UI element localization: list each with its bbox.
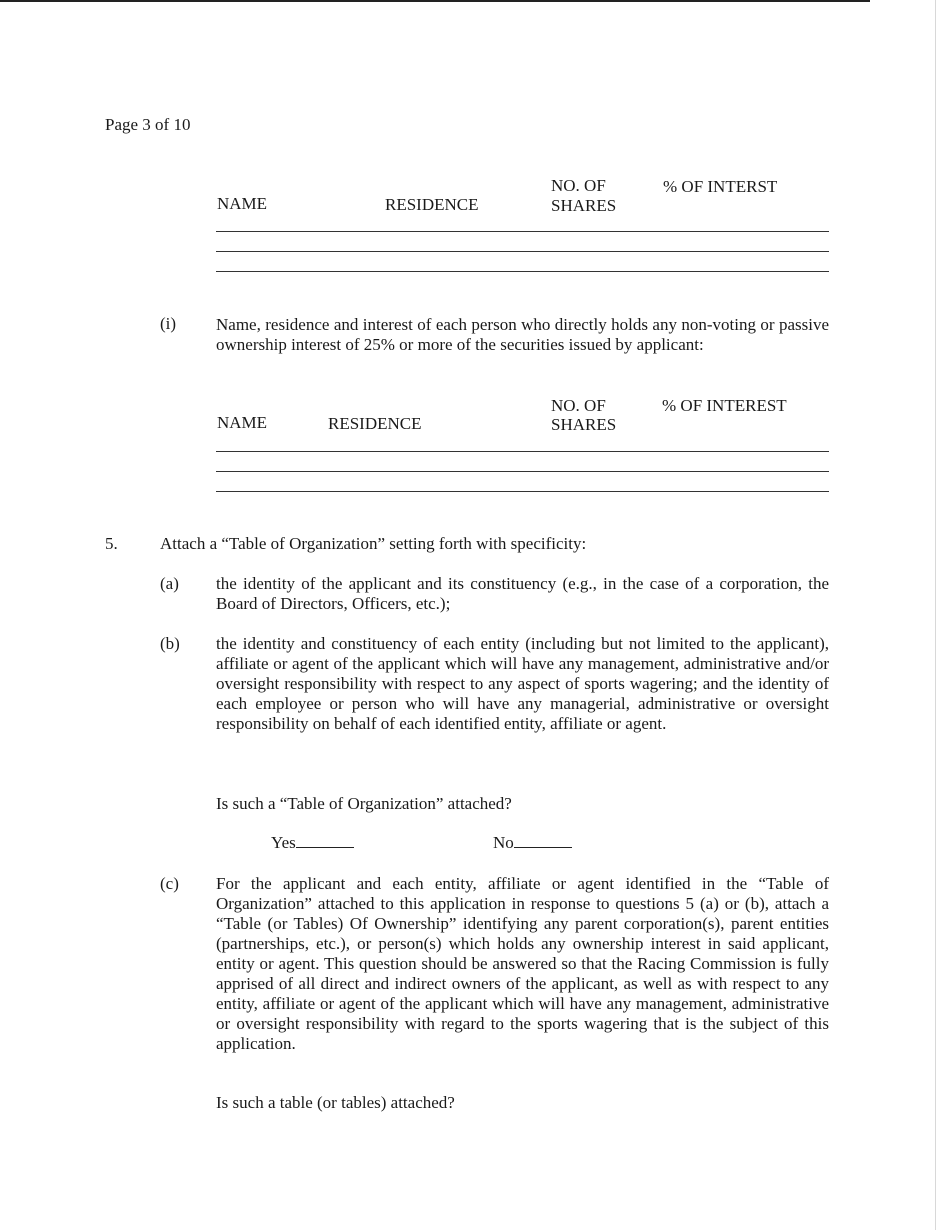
scan-top-edge: [0, 0, 870, 2]
question-b: Is such a “Table of Organization” attached?: [216, 794, 512, 813]
table-1-blank-row[interactable]: [216, 231, 829, 232]
item-a-text: the identity of the applicant and its constituency (e.g., in the case of a corporation, the Board of Directors, Officers, etc.);: [216, 574, 829, 613]
yes-blank[interactable]: [296, 833, 354, 848]
section-5-number: 5.: [105, 534, 118, 553]
yes-label: Yes: [271, 833, 296, 852]
no-answer: [493, 833, 572, 853]
item-b-text: the identity and constituency of each entity (including but not limited to the applicant), affiliate or agent of the applicant which will have any management, administrative and/or oversight responsibility with respect to any aspect of sports wagering; and the identity of each employee or person who will have any managerial, administrative or oversight responsibility on behalf of each identified entity, affiliate or agent.: [216, 634, 829, 733]
item-b-label: (b): [160, 634, 180, 653]
item-i-label: (i): [160, 314, 177, 333]
item-i-text: Name, residence and interest of each person who directly holds any non-voting or passive ownership interest of 25% or more of the securities issued by applicant:: [216, 315, 829, 354]
page-label: Page 3 of 10: [105, 115, 191, 134]
item-a-label: (a): [160, 574, 179, 593]
col-interest-header: % OF INTERST: [663, 177, 778, 196]
col-name-header: NAME: [217, 413, 268, 432]
col-name-header: NAME: [217, 194, 268, 213]
table-2-blank-row[interactable]: [216, 451, 829, 452]
item-c-text: For the applicant and each entity, affiliate or agent identified in the “Table of Organization” attached to this application in response to questions 5 (a) or (b), attach a “Table (or Tables) Of Ownership” identifying any parent corporation(s), parent entities (partnerships, etc.), or person(s) which holds any ownership interest in said applicant, entity or agent. This question should be answered so that the Racing Commission is fully apprised of all direct and indirect owners of the applicant, as well as with respect to any entity, affiliate or agent of the applicant which will have any management, administrative or oversight responsibility with regard to the sports wagering that is the subject of this application.: [216, 874, 829, 1053]
question-c: Is such a table (or tables) attached?: [216, 1093, 455, 1112]
item-c-label: (c): [160, 874, 179, 893]
yes-answer: [271, 833, 354, 853]
col-residence-header: RESIDENCE: [328, 414, 422, 433]
no-blank[interactable]: [514, 833, 572, 848]
scan-right-edge: [935, 0, 936, 1230]
col-shares-header-line2: SHARES: [551, 415, 617, 434]
col-shares-header-line2: SHARES: [551, 196, 617, 215]
table-1-blank-row[interactable]: [216, 271, 829, 272]
col-interest-header: % OF INTEREST: [662, 396, 787, 415]
col-residence-header: RESIDENCE: [385, 195, 479, 214]
col-shares-header-line1: NO. OF: [551, 176, 606, 195]
table-1-blank-row[interactable]: [216, 251, 829, 252]
section-5-text: Attach a “Table of Organization” setting forth with specificity:: [160, 534, 587, 553]
no-label: No: [493, 833, 514, 852]
table-2-blank-row[interactable]: [216, 471, 829, 472]
table-2-blank-row[interactable]: [216, 491, 829, 492]
col-shares-header-line1: NO. OF: [551, 396, 606, 415]
